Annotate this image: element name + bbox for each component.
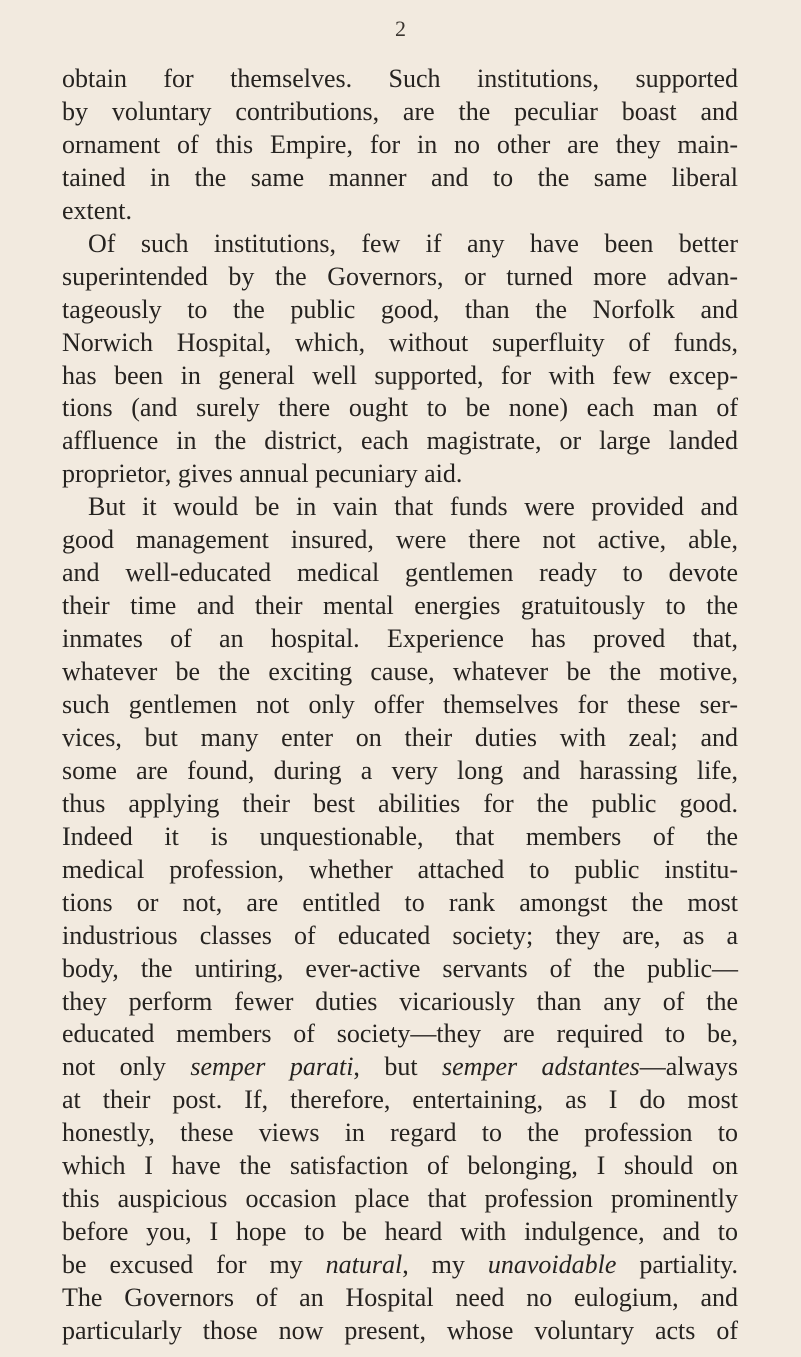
text-segment: partiality. — [616, 1250, 738, 1280]
text-line: obtain for themselves. Such institutions, supported — [62, 64, 738, 93]
text-line: at their post. If, therefore, entertaining, as I do most — [62, 1085, 738, 1115]
emphasis: natural — [325, 1250, 403, 1280]
text-line: this auspicious occasion place that profession prominently — [62, 1184, 738, 1214]
text-line: vices, but many enter on their duties with zeal; and — [62, 722, 738, 752]
text-line: affluence in the district, each magistrate, or large landed — [62, 426, 738, 456]
emphasis: unavoidable — [487, 1250, 617, 1280]
text-segment: , but — [353, 1052, 443, 1082]
text-line: But it would be in vain that funds were provided and — [88, 492, 738, 522]
text-line: tions or not, are entitled to rank amongst the most — [62, 887, 738, 917]
text-line: good management insured, were there not active, able, — [62, 525, 738, 555]
text-line: proprietor, gives annual pecuniary aid. — [62, 459, 463, 489]
text-line: tageously to the public good, than the Norfolk and — [62, 294, 738, 324]
text-line: they perform fewer duties vicariously than any of the — [62, 986, 738, 1016]
text-line: medical profession, whether attached to public institu- — [62, 854, 738, 884]
text-line: Indeed it is unquestionable, that members of the — [62, 821, 738, 851]
latin-phrase: semper parati — [190, 1052, 354, 1082]
text-segment: , my — [402, 1250, 488, 1280]
text-line: Of such institutions, few if any have been better — [88, 228, 738, 258]
text-segment: be excused for my — [62, 1250, 326, 1280]
text-line: thus applying their best abilities for the public good. — [62, 788, 738, 818]
text-line: whatever be the exciting cause, whatever be the motive, — [62, 657, 738, 687]
text-segment: not only — [62, 1052, 191, 1082]
text-line: by voluntary contributions, are the peculiar boast and — [62, 96, 738, 126]
text-line: some are found, during a very long and harassing life, — [62, 755, 738, 785]
text-line: before you, I hope to be heard with indulgence, and to — [62, 1217, 738, 1247]
text-line: such gentlemen not only offer themselves for these ser- — [62, 690, 738, 719]
text-line: has been in general well supported, for with few excep- — [62, 360, 738, 390]
text-line: extent. — [62, 195, 133, 225]
text-line: honestly, these views in regard to the profession to — [62, 1118, 738, 1148]
text-segment: —always — [639, 1052, 738, 1082]
text-line: Norwich Hospital, which, without superfluity of funds, — [62, 327, 738, 357]
text-line: which I have the satisfaction of belonging, I should on — [62, 1151, 738, 1181]
text-line: tions (and surely there ought to be none) each man of — [62, 393, 738, 423]
latin-phrase: semper adstantes — [442, 1052, 640, 1082]
text-line: inmates of an hospital. Experience has proved that, — [62, 624, 738, 654]
page-number: 2 — [395, 16, 406, 41]
text-line: ornament of this Empire, for in no other are they main- — [62, 129, 738, 159]
text-line: tained in the same manner and to the same liberal — [62, 162, 738, 192]
text-line: educated members of society—they are required to be, — [62, 1019, 738, 1049]
text-line: their time and their mental energies gratuitously to the — [62, 591, 738, 621]
text-line: industrious classes of educated society; they are, as a — [62, 920, 738, 950]
text-line: body, the untiring, ever-active servants of the public— — [62, 953, 738, 983]
text-line: The Governors of an Hospital need no eulogium, and — [62, 1283, 738, 1313]
text-line: particularly those now present, whose voluntary acts of — [62, 1316, 738, 1345]
text-line: superintended by the Governors, or turned more advan- — [62, 261, 738, 291]
text-line — [62, 1248, 738, 1282]
text-line — [62, 1050, 738, 1084]
text-line: and well-educated medical gentlemen ready to devote — [62, 558, 738, 588]
